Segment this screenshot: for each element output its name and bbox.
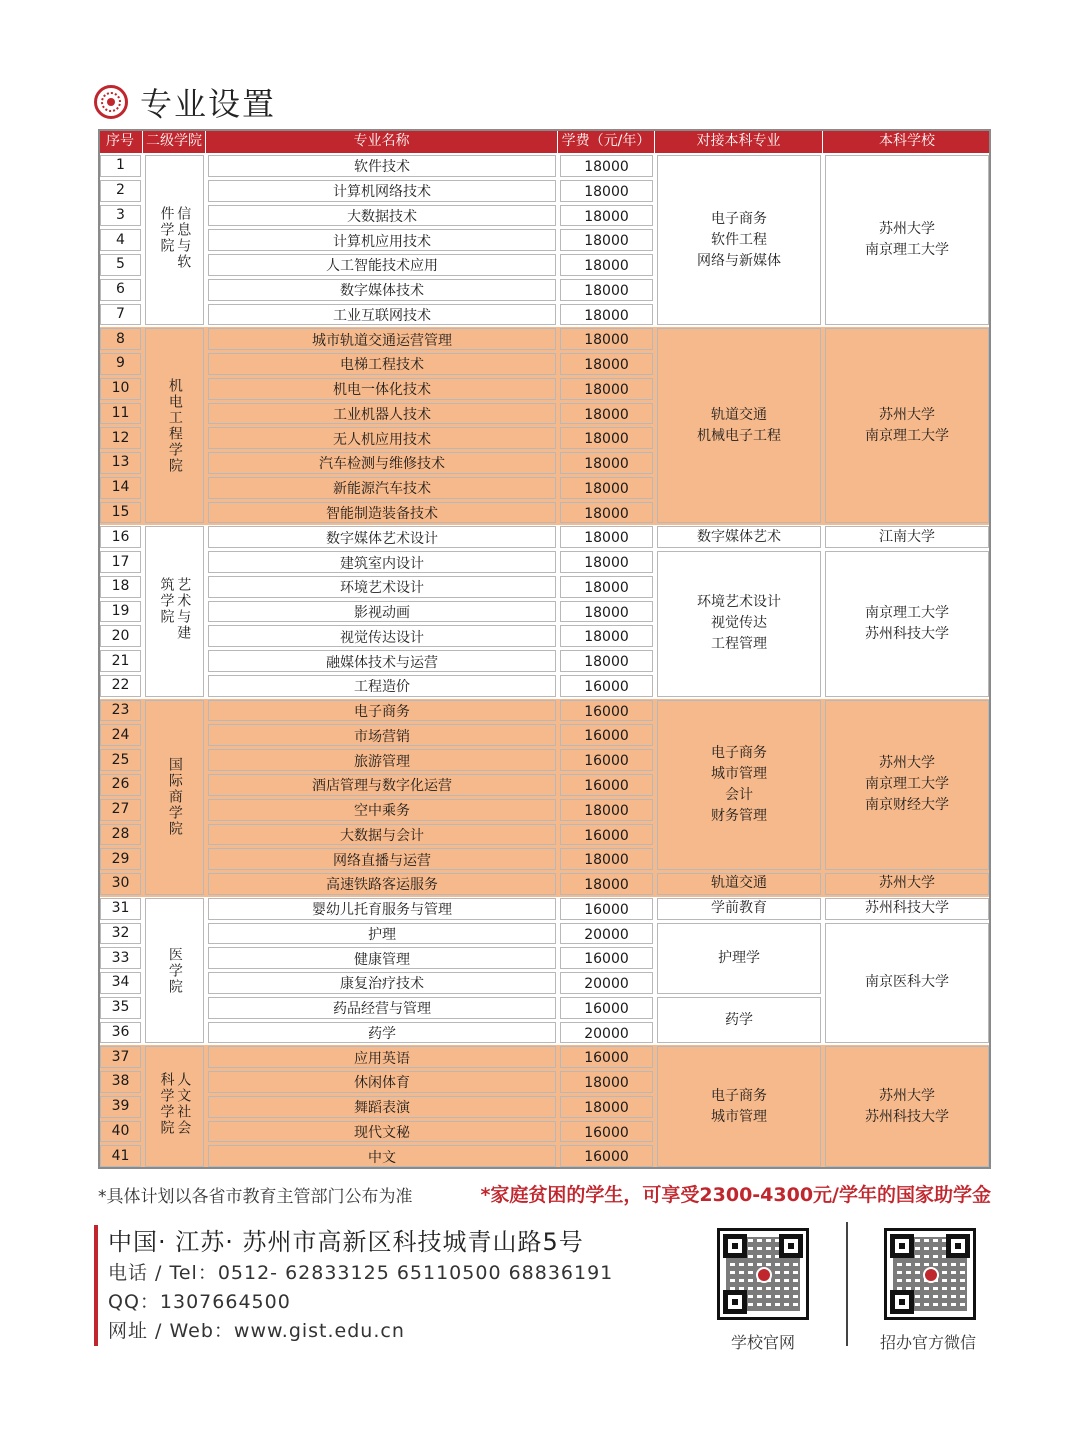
major-name: 新能源汽车技术 xyxy=(208,477,556,499)
tuition-fee: 18000 xyxy=(560,650,653,672)
tuition-fee: 16000 xyxy=(560,724,653,746)
row-number: 9 xyxy=(100,353,141,375)
tuition-fee: 18000 xyxy=(560,328,653,350)
major-name: 休闲体育 xyxy=(208,1071,556,1093)
row-number: 3 xyxy=(100,205,141,227)
major-name: 电梯工程技术 xyxy=(208,353,556,375)
website[interactable]: 网址 / Web：www.gist.edu.cn xyxy=(108,1320,405,1342)
major-name: 大数据与会计 xyxy=(208,824,556,846)
tuition-fee: 18000 xyxy=(560,551,653,573)
qr-code-icon[interactable] xyxy=(717,1228,809,1320)
row-number: 7 xyxy=(100,304,141,326)
row-number: 18 xyxy=(100,576,141,598)
university-cell: 苏州大学 南京理工大学 xyxy=(825,155,989,325)
program-cell: 电子商务 城市管理 会计 财务管理 xyxy=(657,700,821,870)
school-emblem-icon xyxy=(756,1267,772,1283)
header-university: 本科学校 xyxy=(823,129,991,153)
major-name: 康复治疗技术 xyxy=(208,972,556,994)
tuition-fee: 18000 xyxy=(560,180,653,202)
row-number: 14 xyxy=(100,477,141,499)
row-number: 15 xyxy=(100,502,141,524)
row-number: 23 xyxy=(100,700,141,722)
major-name: 大数据技术 xyxy=(208,205,556,227)
major-name: 中文 xyxy=(208,1145,556,1167)
college-name: 艺术与建筑学院 xyxy=(158,577,192,642)
phone: 电话 / Tel：0512- 62833125 65110500 68836191 xyxy=(108,1262,614,1284)
tuition-fee: 16000 xyxy=(560,824,653,846)
header-major: 专业名称 xyxy=(206,129,557,153)
tuition-fee: 18000 xyxy=(560,477,653,499)
major-name: 工业机器人技术 xyxy=(208,403,556,425)
row-number: 20 xyxy=(100,625,141,647)
major-name: 融媒体技术与运营 xyxy=(208,650,556,672)
program-cell: 电子商务 软件工程 网络与新媒体 xyxy=(657,155,821,325)
major-name: 工程造价 xyxy=(208,675,556,697)
row-number: 37 xyxy=(100,1046,141,1068)
university-cell: 江南大学 xyxy=(825,526,989,548)
header-college: 二级学院 xyxy=(143,129,205,153)
major-name: 高速铁路客运服务 xyxy=(208,873,556,895)
tuition-fee: 18000 xyxy=(560,254,653,276)
qr-label-wechat: 招办官方微信 xyxy=(879,1333,976,1352)
row-number: 22 xyxy=(100,675,141,697)
row-number: 25 xyxy=(100,749,141,771)
row-number: 38 xyxy=(100,1071,141,1093)
tuition-fee: 18000 xyxy=(560,1096,653,1118)
grant-note: *家庭贫困的学生，可享受2300-4300元/学年的国家助学金 xyxy=(480,1184,991,1206)
tuition-fee: 18000 xyxy=(560,625,653,647)
row-number: 17 xyxy=(100,551,141,573)
college-name: 信息与软件学院 xyxy=(158,205,192,270)
major-name: 药学 xyxy=(208,1022,556,1044)
row-number: 35 xyxy=(100,997,141,1019)
row-number: 27 xyxy=(100,799,141,821)
row-number: 13 xyxy=(100,452,141,474)
major-name: 视觉传达设计 xyxy=(208,625,556,647)
row-number: 40 xyxy=(100,1121,141,1143)
row-number: 4 xyxy=(100,229,141,251)
program-cell: 学前教育 xyxy=(657,898,821,920)
major-name: 人工智能技术应用 xyxy=(208,254,556,276)
tuition-fee: 18000 xyxy=(560,427,653,449)
row-number: 19 xyxy=(100,601,141,623)
major-name: 建筑室内设计 xyxy=(208,551,556,573)
row-number: 26 xyxy=(100,774,141,796)
college-name: 国际商学院 xyxy=(166,757,183,838)
tuition-fee: 18000 xyxy=(560,205,653,227)
major-name: 护理 xyxy=(208,923,556,945)
major-name: 市场营销 xyxy=(208,724,556,746)
tuition-fee: 16000 xyxy=(560,700,653,722)
divider xyxy=(846,1222,848,1346)
row-number: 6 xyxy=(100,279,141,301)
major-name: 无人机应用技术 xyxy=(208,427,556,449)
tuition-fee: 16000 xyxy=(560,774,653,796)
page-header xyxy=(94,80,276,124)
program-cell: 电子商务 城市管理 xyxy=(657,1046,821,1167)
address: 中国· 江苏· 苏州市高新区科技城青山路5号 xyxy=(108,1228,584,1256)
tuition-fee: 18000 xyxy=(560,799,653,821)
tuition-fee: 16000 xyxy=(560,675,653,697)
college-cell xyxy=(145,155,204,325)
major-name: 智能制造装备技术 xyxy=(208,502,556,524)
row-number: 24 xyxy=(100,724,141,746)
major-name: 婴幼儿托育服务与管理 xyxy=(208,898,556,920)
tuition-fee: 18000 xyxy=(560,155,653,177)
college-cell xyxy=(145,526,204,696)
tuition-fee: 20000 xyxy=(560,1022,653,1044)
tuition-fee: 16000 xyxy=(560,898,653,920)
college-name: 医学院 xyxy=(166,946,183,995)
college-cell xyxy=(145,328,204,523)
header-fee: 学费（元/年） xyxy=(558,129,654,153)
row-number: 41 xyxy=(100,1145,141,1167)
tuition-fee: 18000 xyxy=(560,502,653,524)
major-name: 健康管理 xyxy=(208,947,556,969)
row-number: 33 xyxy=(100,947,141,969)
major-name: 现代文秘 xyxy=(208,1121,556,1143)
college-name: 人文社会科学学院 xyxy=(158,1072,192,1137)
page-title: 专业设置 xyxy=(140,85,277,123)
major-name: 空中乘务 xyxy=(208,799,556,821)
tuition-fee: 18000 xyxy=(560,1071,653,1093)
tuition-fee: 18000 xyxy=(560,304,653,326)
program-cell: 护理学 xyxy=(657,923,821,994)
university-cell: 苏州大学 苏州科技大学 xyxy=(825,1046,989,1167)
university-cell: 苏州大学 xyxy=(825,873,989,895)
university-cell: 苏州大学 南京理工大学 xyxy=(825,328,989,523)
program-cell: 轨道交通 机械电子工程 xyxy=(657,328,821,523)
major-name: 计算机网络技术 xyxy=(208,180,556,202)
college-cell xyxy=(145,700,204,895)
tuition-fee: 16000 xyxy=(560,749,653,771)
program-cell: 数字媒体艺术 xyxy=(657,526,821,548)
tuition-fee: 18000 xyxy=(560,353,653,375)
major-name: 酒店管理与数字化运营 xyxy=(208,774,556,796)
plan-note: *具体计划以各省市教育主管部门公布为准 xyxy=(98,1187,413,1207)
row-number: 36 xyxy=(100,1022,141,1044)
row-number: 21 xyxy=(100,650,141,672)
qq: QQ：1307664500 xyxy=(108,1291,291,1313)
tuition-fee: 18000 xyxy=(560,601,653,623)
major-name: 计算机应用技术 xyxy=(208,229,556,251)
tuition-fee: 18000 xyxy=(560,526,653,548)
row-number: 30 xyxy=(100,873,141,895)
contact-info xyxy=(94,1225,654,1346)
row-number: 16 xyxy=(100,526,141,548)
tuition-fee: 18000 xyxy=(560,229,653,251)
college-cell xyxy=(145,1046,204,1167)
major-name: 机电一体化技术 xyxy=(208,378,556,400)
row-number: 1 xyxy=(100,155,141,177)
college-cell xyxy=(145,898,204,1044)
tuition-fee: 18000 xyxy=(560,403,653,425)
row-number: 8 xyxy=(100,328,141,350)
college-name: 机电工程学院 xyxy=(166,377,183,474)
row-number: 2 xyxy=(100,180,141,202)
footnotes xyxy=(98,1182,991,1212)
tuition-fee: 18000 xyxy=(560,576,653,598)
qr-code-icon[interactable] xyxy=(884,1228,976,1320)
major-name: 汽车检测与维修技术 xyxy=(208,452,556,474)
university-cell: 南京医科大学 xyxy=(825,923,989,1044)
row-number: 12 xyxy=(100,427,141,449)
row-number: 32 xyxy=(100,923,141,945)
tuition-fee: 18000 xyxy=(560,378,653,400)
qr-label-website: 学校官网 xyxy=(730,1333,795,1352)
university-cell: 苏州科技大学 xyxy=(825,898,989,920)
row-number: 10 xyxy=(100,378,141,400)
major-name: 影视动画 xyxy=(208,601,556,623)
major-name: 软件技术 xyxy=(208,155,556,177)
tuition-fee: 16000 xyxy=(560,947,653,969)
tuition-fee: 16000 xyxy=(560,1046,653,1068)
program-cell: 环境艺术设计 视觉传达 工程管理 xyxy=(657,551,821,697)
tuition-fee: 18000 xyxy=(560,873,653,895)
tuition-fee: 18000 xyxy=(560,848,653,870)
program-cell: 药学 xyxy=(657,997,821,1044)
major-name: 网络直播与运营 xyxy=(208,848,556,870)
school-emblem-icon xyxy=(923,1267,939,1283)
tuition-fee: 16000 xyxy=(560,1121,653,1143)
major-name: 舞蹈表演 xyxy=(208,1096,556,1118)
major-name: 工业互联网技术 xyxy=(208,304,556,326)
major-name: 应用英语 xyxy=(208,1046,556,1068)
program-cell: 轨道交通 xyxy=(657,873,821,895)
row-number: 5 xyxy=(100,254,141,276)
tuition-fee: 16000 xyxy=(560,1145,653,1167)
row-number: 11 xyxy=(100,403,141,425)
row-number: 39 xyxy=(100,1096,141,1118)
row-number: 34 xyxy=(100,972,141,994)
tuition-fee: 16000 xyxy=(560,997,653,1019)
university-cell: 南京理工大学 苏州科技大学 xyxy=(825,551,989,697)
major-name: 城市轨道交通运营管理 xyxy=(208,328,556,350)
tuition-fee: 20000 xyxy=(560,923,653,945)
row-number: 29 xyxy=(100,848,141,870)
header-program: 对接本科专业 xyxy=(655,129,822,153)
major-name: 数字媒体技术 xyxy=(208,279,556,301)
major-name: 旅游管理 xyxy=(208,749,556,771)
header-no: 序号 xyxy=(98,129,142,153)
university-cell: 苏州大学 南京理工大学 南京财经大学 xyxy=(825,700,989,870)
tuition-fee: 18000 xyxy=(560,279,653,301)
major-name: 药品经营与管理 xyxy=(208,997,556,1019)
tuition-fee: 20000 xyxy=(560,972,653,994)
tuition-fee: 18000 xyxy=(560,452,653,474)
major-table xyxy=(98,129,991,1169)
row-number: 31 xyxy=(100,898,141,920)
major-name: 电子商务 xyxy=(208,700,556,722)
school-logo-icon xyxy=(94,85,128,119)
major-name: 环境艺术设计 xyxy=(208,576,556,598)
major-name: 数字媒体艺术设计 xyxy=(208,526,556,548)
row-number: 28 xyxy=(100,824,141,846)
